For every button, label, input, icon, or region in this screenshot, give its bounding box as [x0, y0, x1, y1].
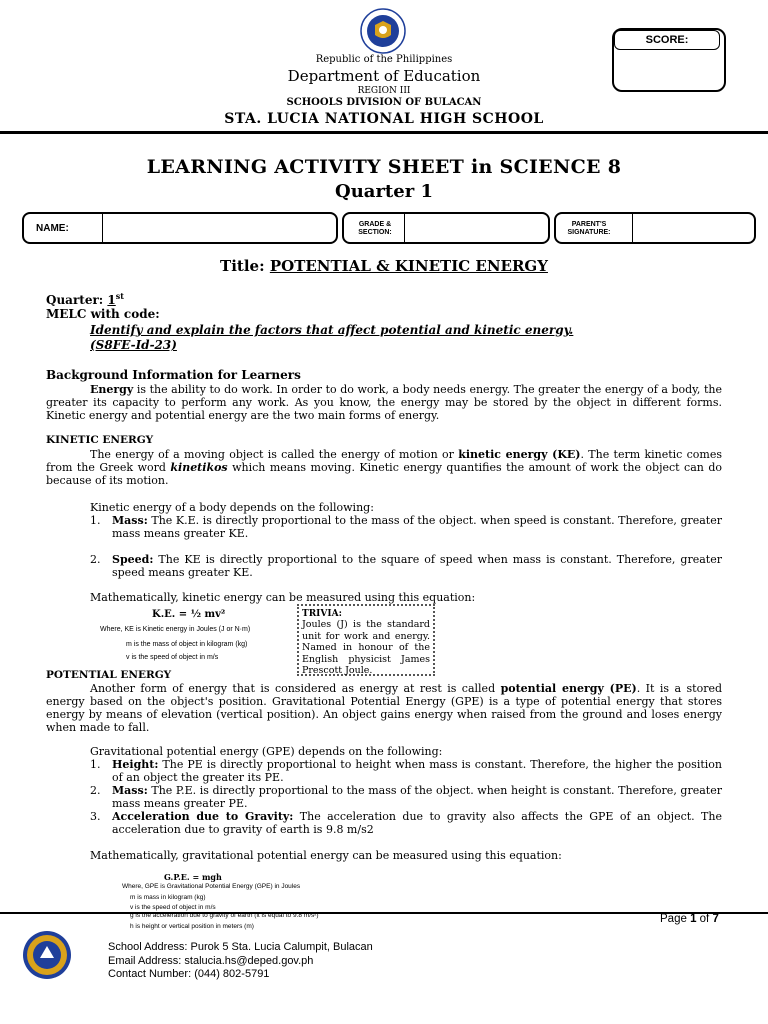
trivia-box [297, 604, 435, 676]
potential-where-5: h is height or vertical position in meters (m) [130, 923, 254, 930]
kinetic-factor-mass: 1. Mass: The K.E. is directly proportional to the mass of the object. when speed is constant. Therefore, greater mass means greater KE. [90, 514, 722, 540]
potential-equation-intro: Mathematically, gravitational potential energy can be measured using this equation: [90, 849, 562, 862]
melc-code: (S8FE-Id-23) [90, 338, 177, 352]
potential-heading: POTENTIAL ENERGY [46, 669, 172, 681]
potential-where-3: v is the speed of object in m/s [130, 904, 216, 911]
quarter-line: Quarter: 1st [46, 291, 124, 307]
school-contact: Contact Number: (044) 802-5791 [108, 968, 270, 980]
trivia-title: TRIVIA: [302, 609, 342, 619]
lesson-title: Title: POTENTIAL & KINETIC ENERGY [220, 257, 548, 275]
school-address: School Address: Purok 5 Sta. Lucia Calumpit, Bulacan [108, 941, 373, 953]
kinetic-factor-speed: 2. Speed: The KE is directly proportional to the square of speed when mass is constant. Therefore, greater speed means greater KE. [90, 553, 722, 579]
score-label: SCORE: [614, 30, 720, 50]
potential-depends: Gravitational potential energy (GPE) depends on the following: [90, 745, 443, 758]
grade-section-field[interactable] [342, 212, 550, 244]
kinetic-heading: KINETIC ENERGY [46, 434, 154, 446]
parent-label: PARENT'S SIGNATURE: [567, 221, 611, 236]
name-field[interactable] [22, 212, 338, 244]
grade-divider [404, 214, 405, 242]
background-heading: Background Information for Learners [46, 368, 301, 382]
potential-formula: G.P.E. = mgh [164, 872, 222, 882]
school-email: Email Address: stalucia.hs@deped.gov.ph [108, 955, 314, 967]
background-paragraph: Energy is the ability to do work. In order to do work, a body needs energy. The greater the energy of a body, the greater its capacity to perform any work. As you know, the energy may be stored by the object in different forms. Kinetic energy and potential energy are the two main forms of energy. [46, 383, 722, 422]
name-label: NAME: [36, 223, 69, 234]
division-line: SCHOOLS DIVISION OF BULACAN [286, 97, 482, 108]
school-name: STA. LUCIA NATIONAL HIGH SCHOOL [224, 111, 544, 127]
potential-paragraph: Another form of energy that is considered as energy at rest is called potential energy (PE). It is a stored energy based on the object's position. Gravitational Potential Energy (GPE) is a type of potential energy that stores energy by means of elevation (vertical position). An object gains energy when raised from the ground and loses energy when made to fall. [46, 682, 722, 734]
potential-factor-height: 1. Height: The PE is directly proportional to height when mass is constant. Therefore, the higher the position of an object the greater its PE. [90, 758, 722, 784]
melc-text: Identify and explain the factors that affect potential and kinetic energy. [90, 323, 574, 337]
parent-signature-field[interactable] [554, 212, 756, 244]
potential-factor-list [90, 758, 722, 836]
kinetic-factor-list [90, 514, 722, 579]
potential-factor-gravity: 3. Acceleration due to Gravity: The acceleration due to gravity also affects the GPE of an object. The acceleration due to gravity of earth is 9.8 m/s2 [90, 810, 722, 836]
potential-where-1: Where, GPE is Gravitational Potential Energy (GPE) in Joules [122, 883, 301, 890]
potential-factor-mass: 2. Mass: The P.E. is directly proportional to the mass of the object. when height is constant. Therefore, greater mass means greater PE. [90, 784, 722, 810]
footer-rule [0, 912, 768, 914]
sheet-title: LEARNING ACTIVITY SHEET in SCIENCE 8 [146, 156, 622, 178]
header-rule [0, 131, 768, 134]
trivia-text: Joules (J) is the standard unit for work and energy. Named in honour of the English physicist James Prescott Joule. [302, 619, 430, 676]
page-indicator: Page 1 of 7 [660, 913, 719, 925]
grade-label: GRADE & SECTION: [358, 221, 392, 236]
melc-label: MELC with code: [46, 307, 160, 321]
deped-seal-icon [360, 8, 406, 54]
parent-divider [632, 214, 633, 242]
department-line: Department of Education [287, 67, 481, 85]
kinetic-where-1: Where, KE is Kinetic energy in Joules (J or N·m) [100, 626, 251, 633]
sheet-quarter: Quarter 1 [335, 181, 433, 202]
potential-where-2: m is mass in kilogram (kg) [130, 894, 206, 901]
kinetic-paragraph: The energy of a moving object is called the energy of motion or kinetic energy (KE). The term kinetic comes from the Greek word kinetikos which means moving. Kinetic energy quantifies the amount of work the object can do because of its motion. [46, 448, 722, 487]
kinetic-where-2: m is the mass of object in kilogram (kg) [126, 641, 248, 648]
region-line: REGION III [357, 86, 411, 96]
kinetic-equation-intro: Mathematically, kinetic energy can be measured using this equation: [90, 591, 476, 604]
kinetic-where-3: v is the speed of object in m/s [126, 654, 219, 661]
kinetic-depends: Kinetic energy of a body depends on the following: [90, 501, 374, 514]
republic-line: Republic of the Philippines [315, 54, 453, 65]
potential-where-4: g is the acceleration due to gravity of earth (it is equal to 9.8 m/s²) [130, 912, 319, 919]
name-divider [102, 214, 103, 242]
kinetic-formula: K.E. = ½ mv² [152, 609, 226, 620]
school-seal-icon [22, 930, 72, 980]
